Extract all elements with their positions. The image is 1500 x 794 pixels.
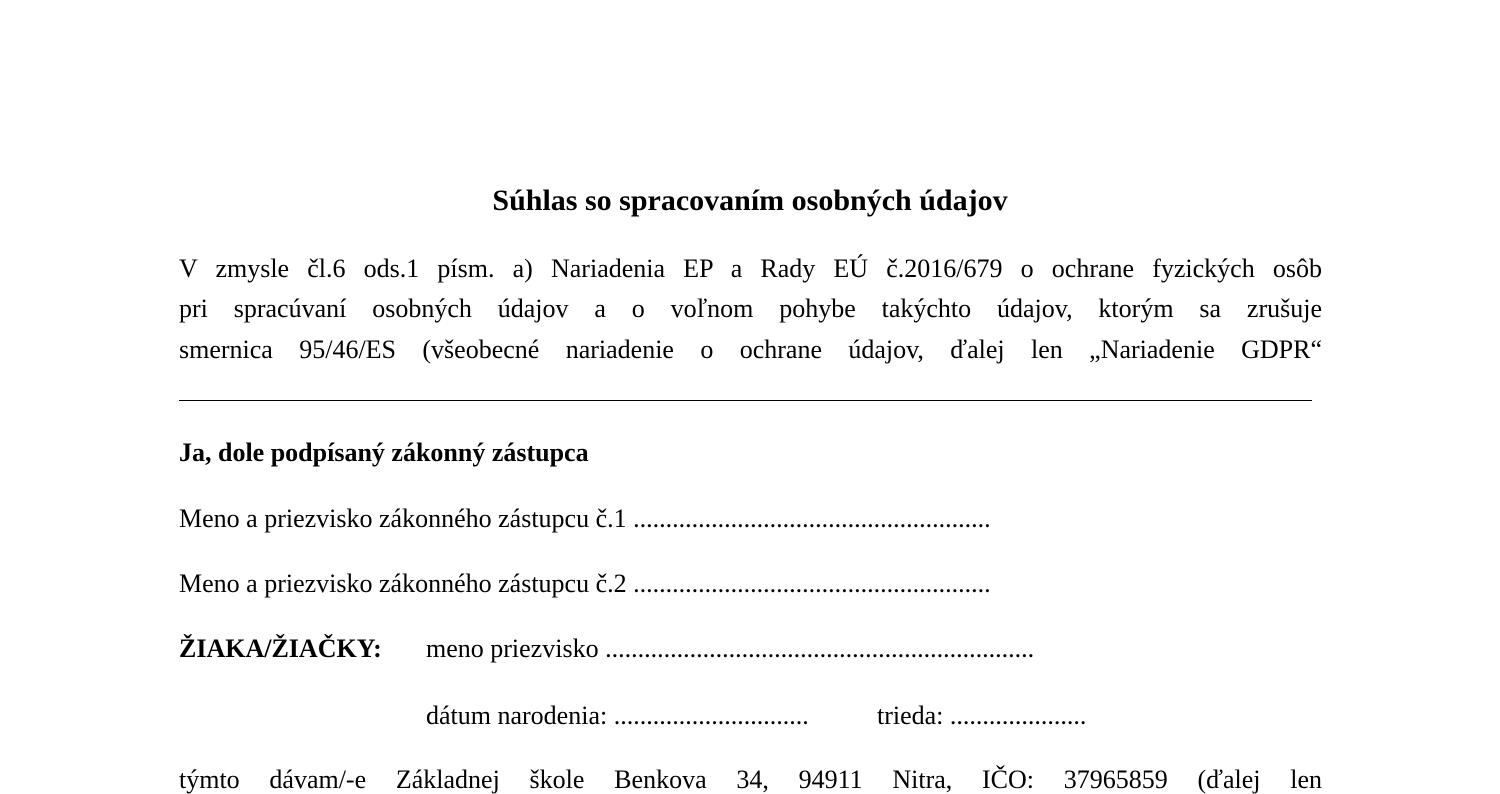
class-field: trieda: ..................... — [877, 701, 1087, 730]
intro-line-3: smernica 95/46/ES (všeobecné nariadenie o ochrane údajov, ďalej len „Nariadenie GDPR“ — [179, 335, 1322, 364]
document-title: Súhlas so spracovaním osobných údajov — [492, 184, 1008, 217]
separator-line — [179, 400, 1312, 401]
pupil-name-field: meno priezvisko .................................................................. — [426, 634, 1035, 663]
representative-2-field: Meno a priezvisko zákonného zástupcu č.2 ....................................................... — [179, 569, 991, 598]
representative-1-field: Meno a priezvisko zákonného zástupcu č.1 ....................................................... — [179, 504, 991, 533]
consent-line: týmto dávam/-e Základnej škole Benkova 34, 94911 Nitra, IČO: 37965859 (ďalej len — [179, 765, 1322, 794]
pupil-label: ŽIAKA/ŽIAČKY: — [179, 634, 382, 663]
birth-date-field: dátum narodenia: .............................. — [426, 701, 809, 730]
intro-line-2: pri spracúvaní osobných údajov a o voľnom pohybe takýchto údajov, ktorým sa zrušuje — [179, 294, 1322, 323]
section-heading: Ja, dole podpísaný zákonný zástupca — [179, 438, 589, 467]
intro-line-1: V zmysle čl.6 ods.1 písm. a) Nariadenia EP a Rady EÚ č.2016/679 o ochrane fyzických osôb — [179, 254, 1322, 283]
